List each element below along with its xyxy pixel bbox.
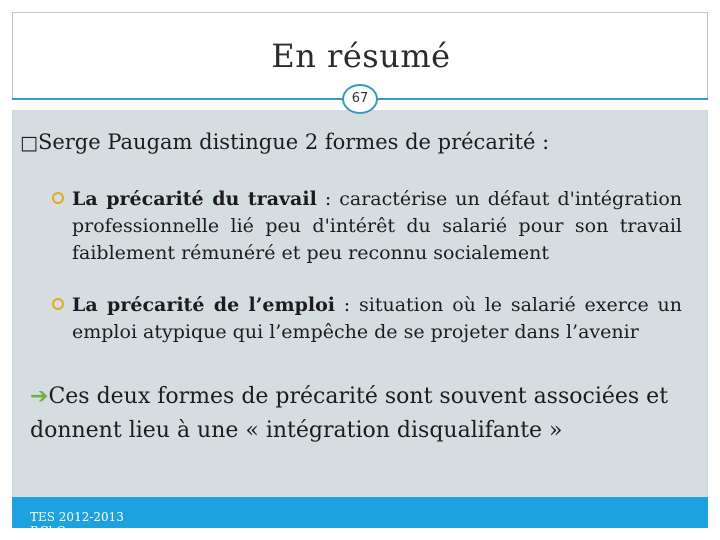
slide-title: En résumé xyxy=(271,37,451,75)
footer-line-1: TES 2012-2013 xyxy=(30,510,124,524)
bullet-description: : caractérise un défaut d'intégration professionnelle lié peu d'intérêt du salarié pour son travail faiblement rémunéré et peu reconnu socialement xyxy=(72,188,682,264)
circle-bullet-icon xyxy=(52,298,64,310)
bullet-text xyxy=(52,186,682,267)
page-number-badge: 67 xyxy=(342,84,378,114)
bullet-term: La précarité de l’emploi xyxy=(72,294,335,316)
lead-text: Serge Paugam distingue 2 formes de précarité : xyxy=(37,130,550,154)
lead-paragraph xyxy=(20,130,549,154)
footer-text xyxy=(30,510,124,538)
right-arrow-icon: ➔ xyxy=(30,384,49,409)
bullet-term: La précarité du travail xyxy=(72,188,317,210)
bullet-item-travail xyxy=(52,186,682,267)
bullet-item-emploi xyxy=(52,292,682,346)
conclusion-text: Ces deux formes de précarité sont souvent associées et donnent lieu à une « intégration disqualifante » xyxy=(30,384,669,443)
circle-bullet-icon xyxy=(52,192,64,204)
conclusion-paragraph xyxy=(30,380,690,448)
bullet-text xyxy=(52,292,682,346)
bullet-description: : situation où le salarié exerce un emploi atypique qui l’empêche de se projeter dans l’avenir xyxy=(72,294,682,343)
footer-line-2: P.Cl.C. xyxy=(30,524,69,538)
checkbox-bullet-icon: □ xyxy=(20,132,38,154)
